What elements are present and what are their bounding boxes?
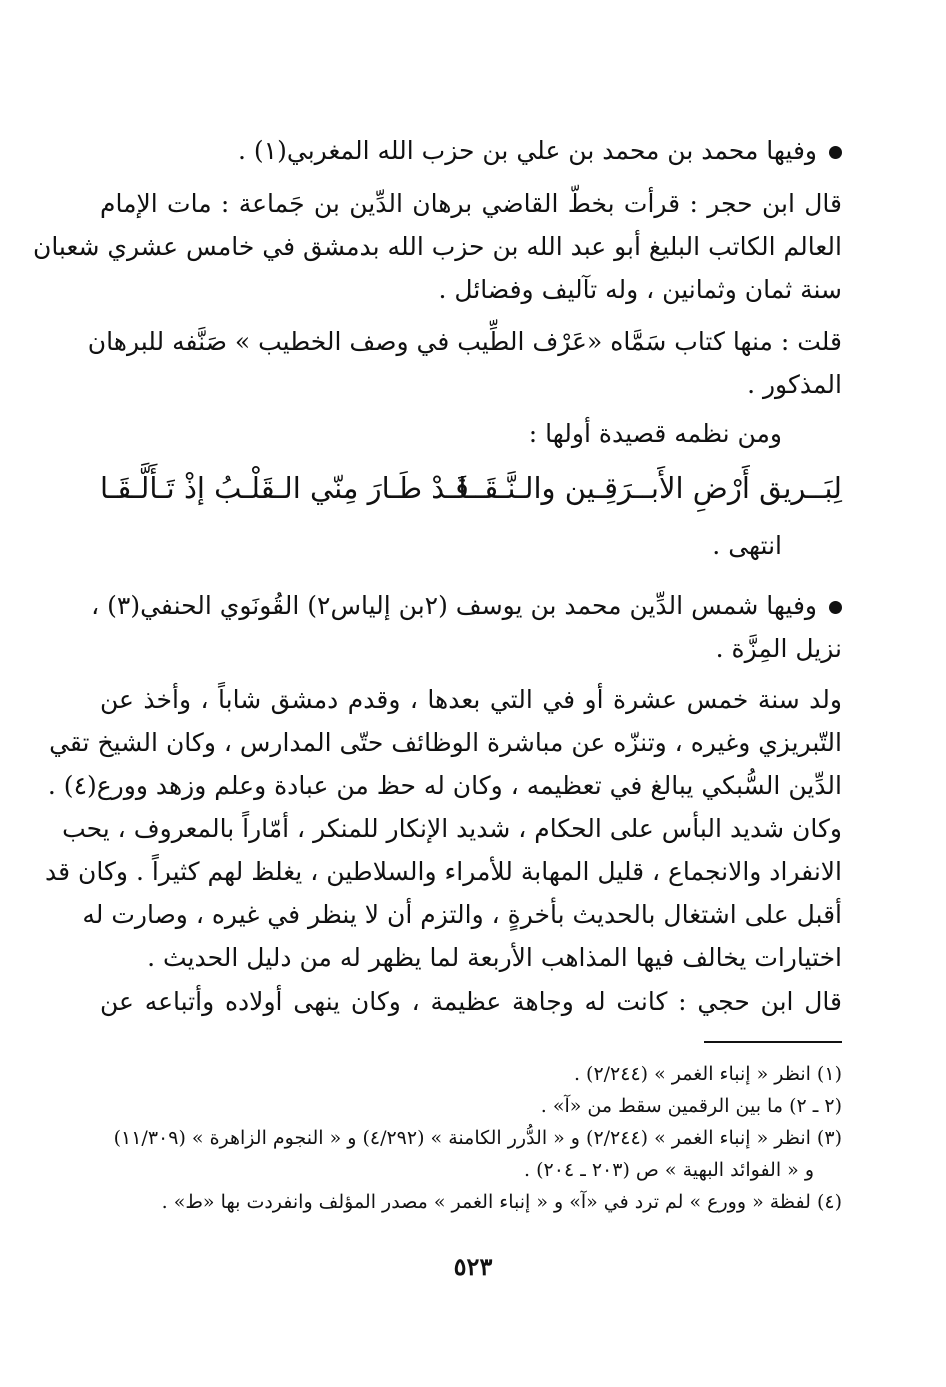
paragraph-line: الدِّين السُّبكي يبالغ في تعظيمه ، وكان له حظ من عبادة وعلم وزهد وورع(٤) . — [47, 771, 842, 800]
paragraph-line: سنة ثمان وثمانين ، وله تآليف وفضائل . — [438, 275, 842, 304]
poem-verse — [100, 458, 842, 518]
paragraph-2 — [32, 182, 842, 311]
paragraph-7 — [45, 678, 842, 979]
paragraph-3 — [87, 320, 842, 406]
footnote-separator — [704, 1041, 842, 1043]
paragraph-line: ولد سنة خمس عشرة أو في التي بعدها ، وقدم دمشق شاباً ، وأخذ عن — [100, 685, 842, 714]
page-number: ٥٢٣ — [453, 1252, 493, 1281]
paragraph-line: اختيارات يخالف فيها المذاهب الأربعة لما يظهر له من دليل الحديث . — [147, 943, 842, 972]
footnote-4: (٤) لفظة « وورع » لم ترد في «آ» و « إنباء الغمر » مصدر المؤلف وانفردت بها «ط» . — [161, 1191, 842, 1213]
paragraph-line: المذكور . — [747, 370, 842, 399]
paragraph-8 — [100, 980, 842, 1023]
paragraph-line: وفيها شمس الدِّين محمد بن يوسف (٢بن إلياس٢) القُونَوي الحنفي(٣) ، — [100, 584, 842, 627]
paragraph-5 — [100, 524, 842, 567]
paragraph-6 — [91, 584, 842, 670]
paragraph-line: العالم الكاتب البليغ أبو عبد الله بن حزب الله بدمشق في خامس عشري شعبان — [32, 232, 842, 261]
poem-first-hemistich: لِبَــريق أَرْضِ الأَبــرَقِـين والـنَّـقَــا — [458, 471, 842, 505]
paragraph-line: قال ابن حجي : كانت له وجاهة عظيمة ، وكان ينهى أولاده وأتباعه عن — [100, 987, 842, 1016]
footnote-3: (٣) انظر « إنباء الغمر » (٢/٢٤٤) و « الدُّرر الكامنة » (٤/٢٩٢) و « النجوم الزاهرة » (١١/٣٠٩) — [113, 1127, 842, 1149]
paragraph-1 — [100, 129, 842, 172]
paragraph-line: نزيل المِزَّة . — [715, 634, 842, 663]
paragraph-line: ومن نظمه قصيدة أولها : — [528, 419, 782, 448]
paragraph-line: أقبل على اشتغال بالحديث بأخرةٍ ، والتزم أن لا ينظر في غيره ، وصارت له — [82, 900, 842, 929]
paragraph-line: التّبريزي وغيره ، وتنزّه عن مباشرة الوظائف حتّى المدارس ، وكان الشيخ تقي — [49, 728, 842, 757]
footnote-3-continuation: و « الفوائد البهية » ص (٢٠٣ ـ ٢٠٤) . — [524, 1159, 814, 1181]
footnote-1: (١) انظر « إنباء الغمر » (٢/٢٤٤) . — [573, 1063, 842, 1085]
footnotes — [100, 1058, 842, 1218]
paragraph-line: الانفراد والانجماع ، قليل المهابة للأمراء والسلاطين ، يغلظ لهم كثيراً . وكان قد — [45, 857, 842, 886]
paragraph-line: وفيها محمد بن محمد بن علي بن حزب الله المغربي(١) . — [100, 129, 842, 172]
paragraph-4 — [100, 412, 842, 455]
footnote-2: (٢ ـ ٢) ما بين الرقمين سقط من «آ» . — [540, 1095, 842, 1117]
paragraph-line: انتهى . — [712, 531, 782, 560]
paragraph-line: وكان شديد البأس على الحكام ، شديد الإنكار للمنكر ، أمّاراً بالمعروف ، يحب — [62, 814, 842, 843]
bullet-icon — [829, 146, 842, 159]
bullet-icon — [829, 601, 842, 614]
paragraph-line: قال ابن حجر : قرأت بخطّ القاضي برهان الدِّين بن جَماعة : مات الإمام — [100, 189, 842, 218]
paragraph-line: قلت : منها كتاب سَمَّاه «عَرْف الطِّيب في وصف الخطيب » صَنَّفه للبرهان — [87, 327, 842, 356]
poem-second-hemistich: قَـدْ طَـارَ مِنّي الـقَلْـبُ إذْ تَـأَلَّـقَـا — [100, 471, 469, 505]
